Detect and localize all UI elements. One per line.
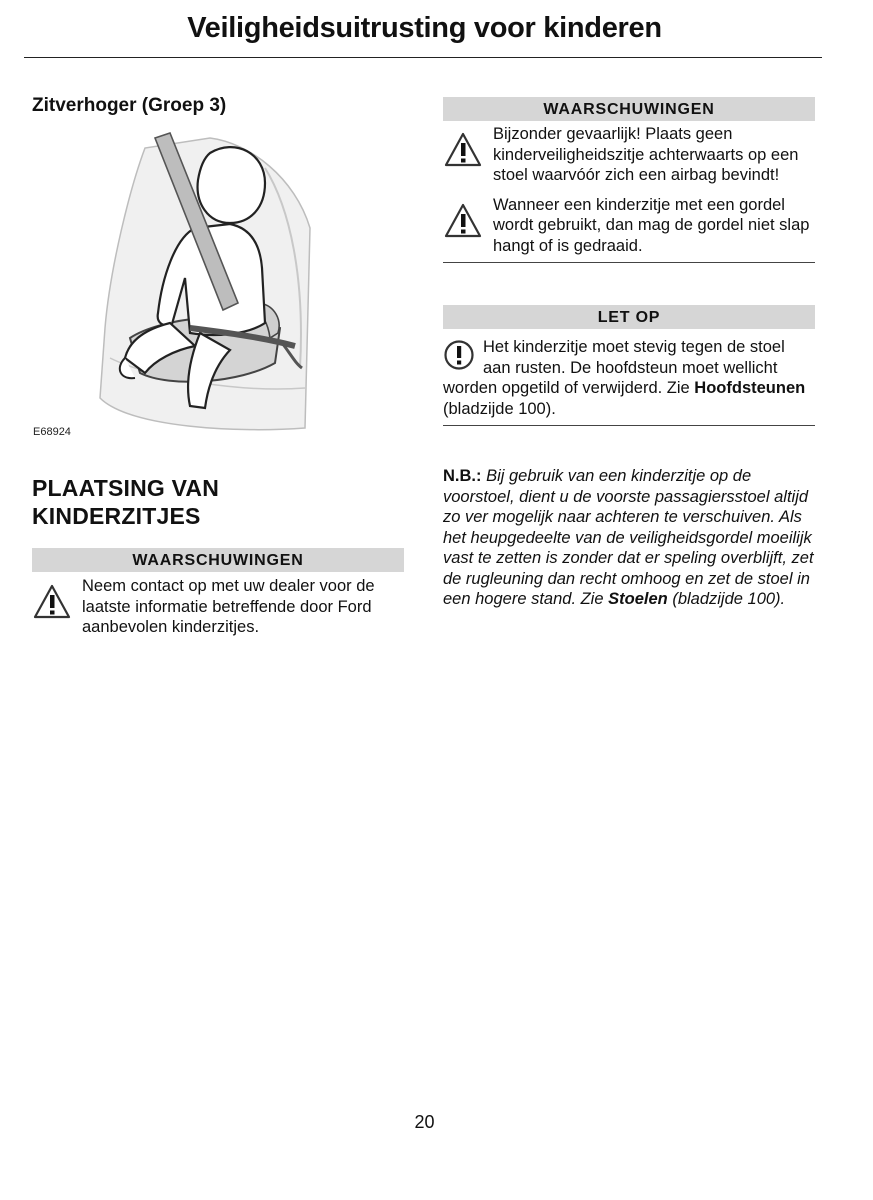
warning-box-header: WAARSCHUWINGEN — [32, 548, 404, 572]
warning-triangle-icon — [32, 582, 72, 622]
warning-box-rule — [443, 262, 815, 263]
note-paragraph — [443, 466, 815, 610]
page-number: 20 — [414, 1112, 435, 1132]
caution-box-rule — [443, 425, 815, 426]
caution-item — [443, 337, 815, 419]
right-caution-box — [443, 305, 815, 426]
caution-text: Het kinderzitje moet stevig tegen de stoel aan rusten. De hoofdsteun moet wellicht worden opgetild of verwijderd. Zie — [443, 338, 785, 397]
caution-box-header: LET OP — [443, 305, 815, 329]
warning-item-text: Bijzonder gevaarlijk! Plaats geen kinderveiligheidszitje achterwaarts op een stoel waarvóór zich een airbag bevindt! — [493, 125, 799, 184]
page-title: Veiligheidsuitrusting voor kinderen — [187, 12, 662, 44]
warning-item-text: Neem contact op met uw dealer voor de laatste informatie betreffende door Ford aanbevolen kinderzitjes. — [82, 577, 375, 636]
warning-item — [443, 124, 815, 186]
warning-box-header: WAARSCHUWINGEN — [443, 97, 815, 121]
subheading-booster-seat: Zitverhoger (Groep 3) — [32, 95, 227, 116]
note-link-seats[interactable]: Stoelen — [608, 590, 668, 608]
left-column — [32, 95, 404, 117]
caution-link-headrests[interactable]: Hoofdsteunen — [694, 379, 806, 397]
figure-code: E68924 — [33, 426, 71, 438]
note-label: N.B.: — [443, 467, 482, 485]
right-warning-box — [443, 97, 815, 263]
booster-seat-illustration — [90, 128, 320, 433]
warning-triangle-icon — [443, 130, 483, 170]
warning-item — [32, 576, 404, 638]
warning-item — [443, 195, 815, 257]
section-title-line2: KINDERZITJES — [32, 503, 201, 529]
warning-triangle-icon — [443, 201, 483, 241]
warning-item-text: Wanneer een kinderzitje met een gordel wordt gebruikt, dan mag de gordel niet slap hangt of is gedraaid. — [493, 195, 810, 255]
note-text-after: (bladzijde 100). — [667, 590, 786, 608]
note-text: Bij gebruik van een kinderzitje op de voorstoel, dient u de voorste passagiersstoel altijd zo ver mogelijk naar achteren te verschuiven. Als het heupgedeelte van de veiligheidsgordel moeilijk vast te zetten is zonder dat er speling overblijft, zet de rugleuning dan recht omhoog en zet de stoel in een hogere stand. Zie — [443, 467, 814, 608]
section-placement — [32, 474, 404, 530]
caution-circle-icon — [443, 339, 475, 371]
title-divider — [24, 57, 822, 58]
section-title-line1: PLAATSING VAN — [32, 475, 220, 501]
left-warning-box — [32, 548, 404, 638]
caution-text-after: (bladzijde 100). — [443, 399, 556, 418]
